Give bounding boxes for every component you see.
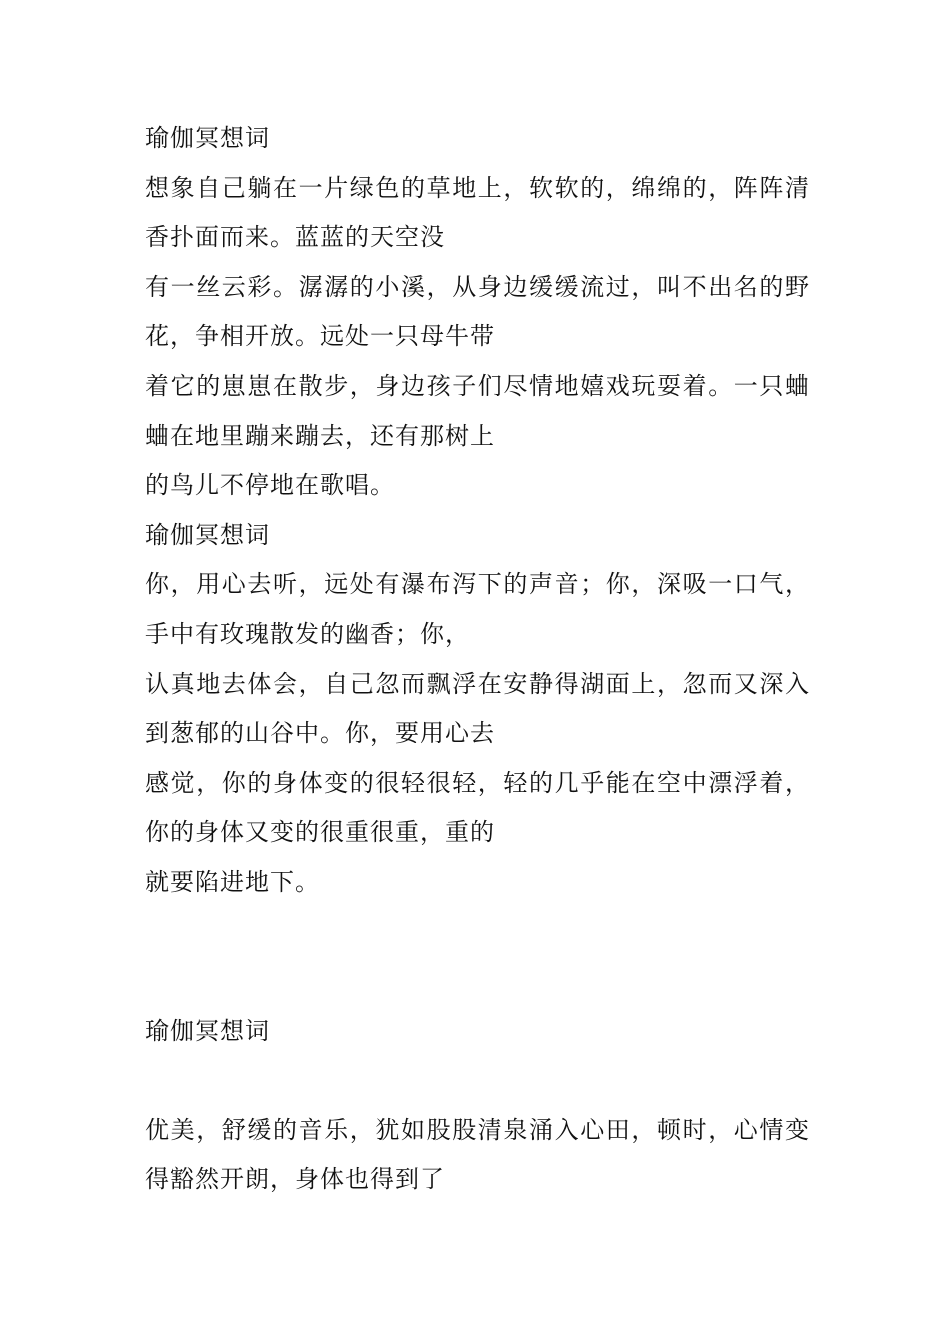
paragraph-line: 认真地去体会，自己忽而飘浮在安静得湖面上，忽而又深入 (145, 669, 810, 698)
paragraph-line: 蛐在地里蹦来蹦去，还有那树上 (145, 421, 495, 450)
paragraph-line: 就要陷进地下。 (145, 867, 320, 896)
section-heading: 瑜伽冥想词 (145, 1016, 270, 1045)
paragraph-line: 你的身体又变的很重很重，重的 (145, 818, 495, 847)
paragraph-line: 花，争相开放。远处一只母牛带 (145, 322, 495, 351)
paragraph-line: 香扑面而来。蓝蓝的天空没 (145, 223, 445, 252)
paragraph-line: 着它的崽崽在散步，身边孩子们尽情地嬉戏玩耍着。一只蛐 (145, 371, 810, 400)
paragraph-line: 优美，舒缓的音乐，犹如股股清泉涌入心田，顿时，心情变 (145, 1115, 810, 1144)
paragraph-line: 感觉，你的身体变的很轻很轻，轻的几乎能在空中漂浮着， (145, 768, 810, 797)
section-heading: 瑜伽冥想词 (145, 124, 270, 152)
document-body (145, 114, 815, 1205)
paragraph-line: 想象自己躺在一片绿色的草地上，软软的，绵绵的，阵阵清 (145, 173, 810, 202)
section-heading: 瑜伽冥想词 (145, 520, 270, 549)
paragraph-line: 到葱郁的山谷中。你，要用心去 (145, 719, 495, 748)
paragraph-line: 的鸟儿不停地在歌唱。 (145, 471, 395, 500)
paragraph-line: 手中有玫瑰散发的幽香；你， (145, 619, 470, 648)
blank-space (145, 908, 815, 1007)
blank-space (145, 1056, 815, 1106)
paragraph-line: 你，用心去听，远处有瀑布泻下的声音；你，深吸一口气， (145, 570, 810, 599)
paragraph-line: 有一丝云彩。潺潺的小溪，从身边缓缓流过，叫不出名的野 (145, 272, 810, 301)
paragraph-line: 得豁然开朗，身体也得到了 (145, 1165, 445, 1194)
